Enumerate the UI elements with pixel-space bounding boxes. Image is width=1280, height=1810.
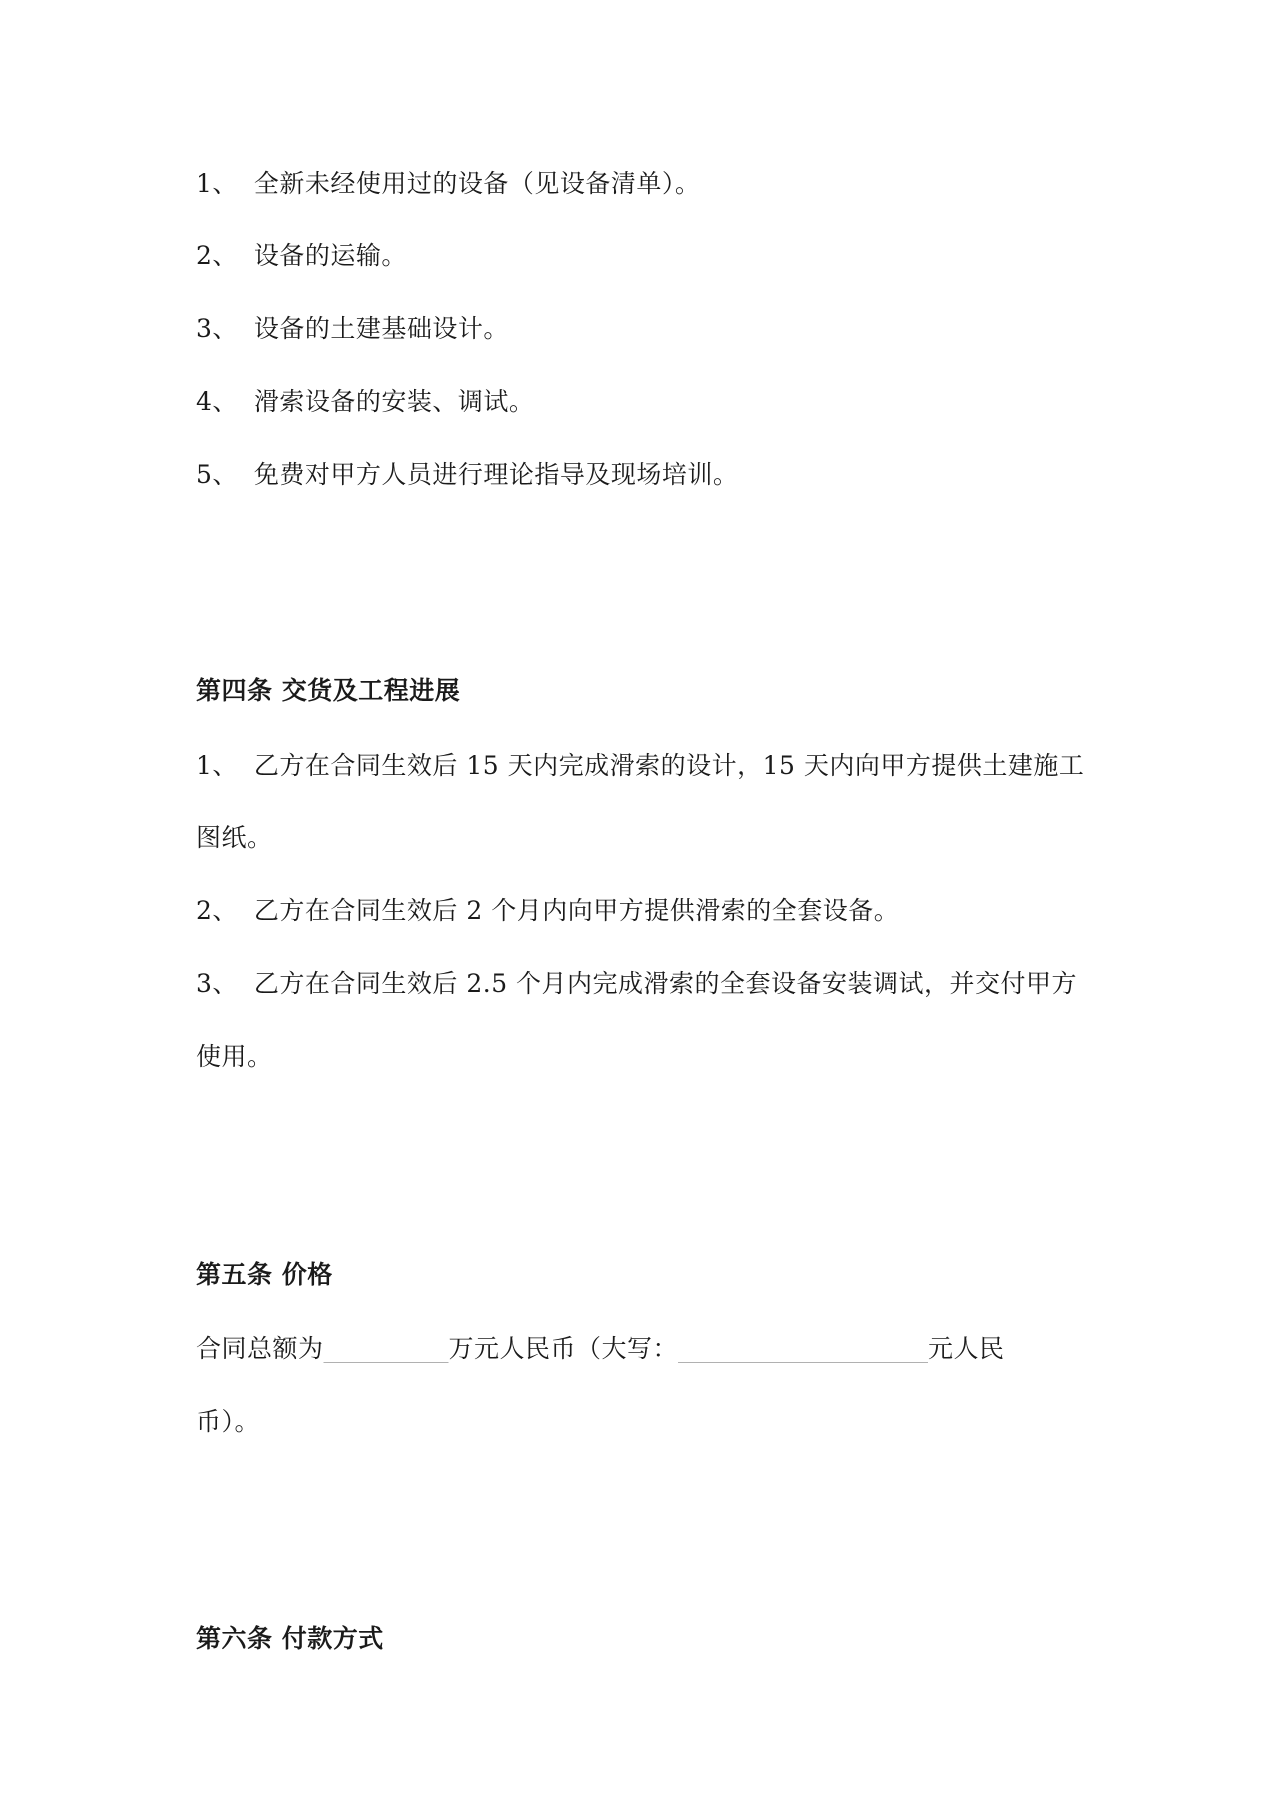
list-item xyxy=(196,966,1077,1002)
item-number: 4、 xyxy=(196,387,238,416)
section-heading-6: 第六条 付款方式 xyxy=(196,1624,384,1653)
price-text-c: 元人民 xyxy=(928,1334,1005,1363)
item-number: 1、 xyxy=(196,751,238,780)
item-text: 乙方在合同生效后 2.5 个月内完成滑索的全套设备安装调试，并交付甲方 xyxy=(253,969,1078,998)
item-number: 2、 xyxy=(196,241,238,270)
price-text-b: 万元人民币（大写： xyxy=(448,1334,679,1363)
amount-blank: __________ xyxy=(323,1334,449,1363)
list-item xyxy=(196,748,1084,784)
item-text: 设备的土建基础设计。 xyxy=(253,314,509,343)
price-paragraph xyxy=(196,1331,1005,1367)
item-number: 5、 xyxy=(196,460,238,489)
list-item xyxy=(196,457,738,493)
item-text: 乙方在合同生效后 15 天内完成滑索的设计，15 天内向甲方提供土建施工 xyxy=(253,751,1085,780)
item-number: 3、 xyxy=(196,314,238,343)
item-text: 设备的运输。 xyxy=(253,241,407,270)
list-item xyxy=(196,311,509,347)
item-text: 滑索设备的安装、调试。 xyxy=(253,387,535,416)
section-heading-5: 第五条 价格 xyxy=(196,1260,333,1289)
item-text: 乙方在合同生效后 2 个月内向甲方提供滑索的全套设备。 xyxy=(253,896,900,925)
item-text: 全新未经使用过的设备（见设备清单）。 xyxy=(253,169,701,198)
item-text: 免费对甲方人员进行理论指导及现场培训。 xyxy=(253,460,739,489)
list-item xyxy=(196,384,534,420)
item-text-continuation: 图纸。 xyxy=(196,823,273,852)
price-paragraph-continuation: 币）。 xyxy=(196,1407,261,1436)
list-item xyxy=(196,893,899,929)
list-item xyxy=(196,166,700,202)
item-number: 3、 xyxy=(196,969,238,998)
section-heading-4: 第四条 交货及工程进展 xyxy=(196,676,461,705)
price-text-a: 合同总额为 xyxy=(196,1334,324,1363)
item-text-continuation: 使用。 xyxy=(196,1042,273,1071)
item-number: 2、 xyxy=(196,896,238,925)
item-number: 1、 xyxy=(196,169,238,198)
amount-words-blank: ____________________ xyxy=(678,1334,929,1363)
list-item xyxy=(196,238,407,274)
